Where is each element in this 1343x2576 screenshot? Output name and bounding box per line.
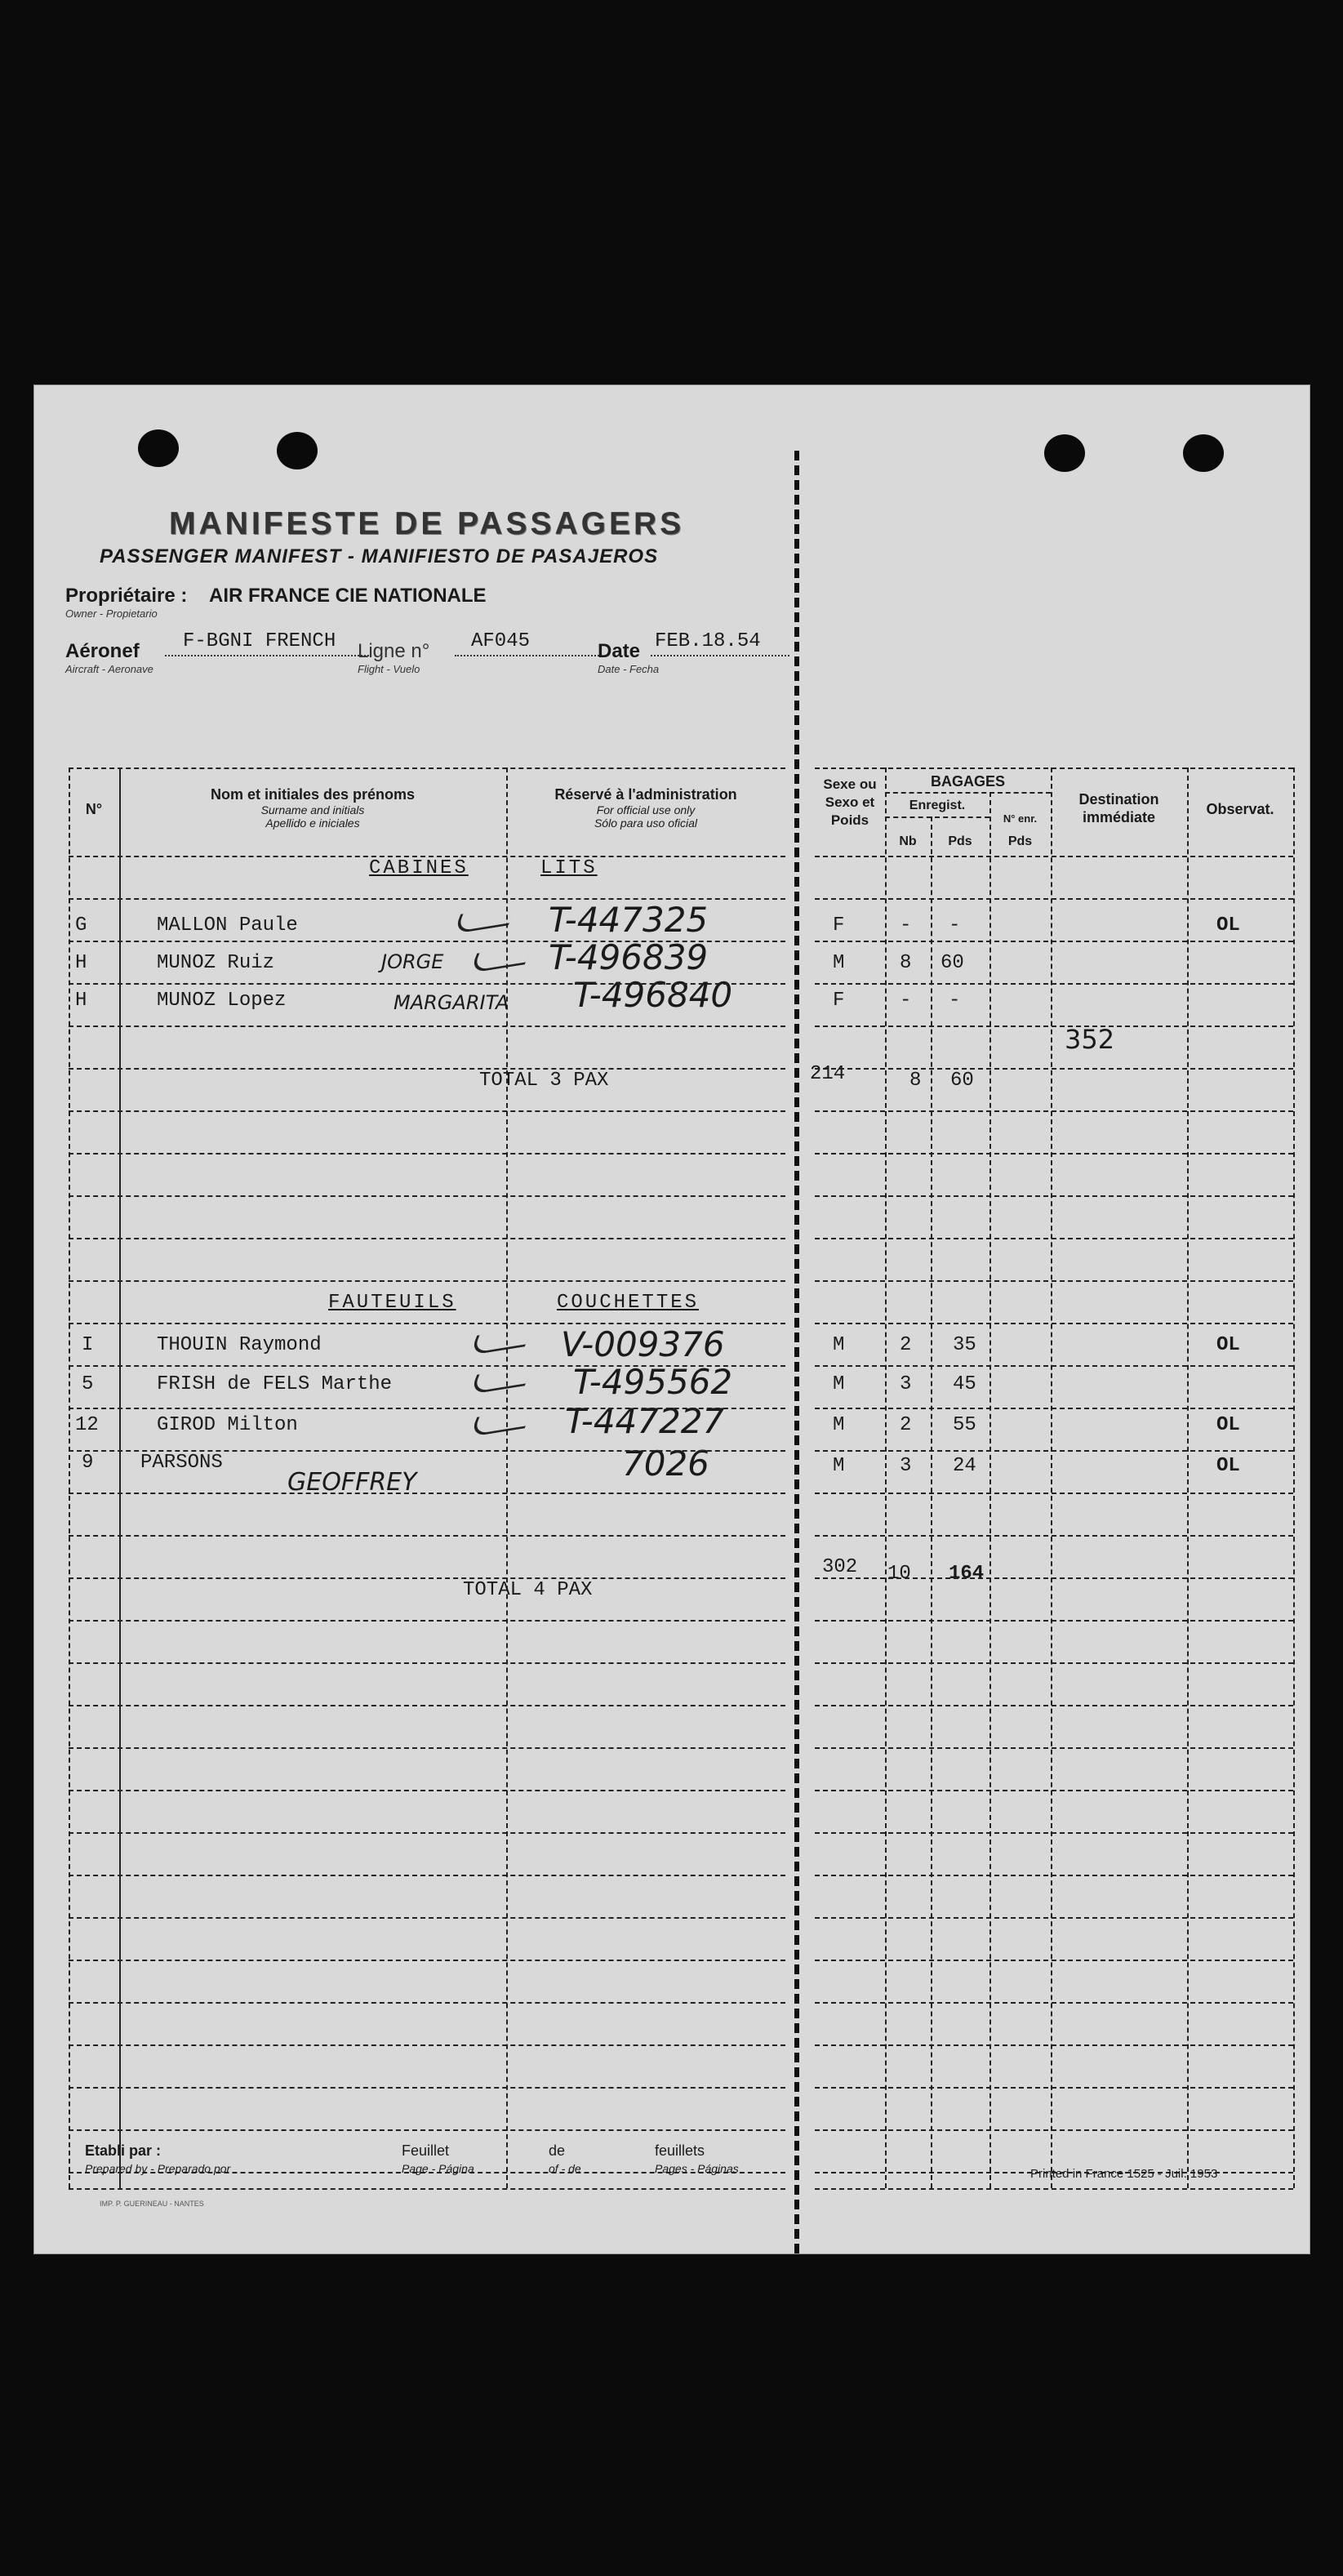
section-1-dest-note: 352 (1065, 1024, 1115, 1055)
owner-sub: Owner - Propietario (65, 607, 158, 620)
row-name: MALLON Paule (157, 914, 298, 937)
row-rule-left (69, 1110, 785, 1112)
row-ticket: T-496840 (573, 975, 733, 1015)
row-rule-right (815, 898, 1293, 900)
row-pds: 60 (941, 952, 964, 974)
row-rule-left (69, 1195, 785, 1197)
section-1-total-weight: 214 (810, 1063, 846, 1085)
row-ticket: T-496839 (549, 937, 709, 977)
row-name: GIROD Milton (157, 1414, 298, 1436)
col-pds: Pds (948, 834, 972, 848)
row-rule-left (69, 1323, 785, 1324)
row-rule-right (815, 1875, 1293, 1876)
row-pds: 55 (953, 1414, 976, 1436)
row-sex: F (833, 914, 845, 937)
row-rule-left (69, 1238, 785, 1239)
aircraft-value: F-BGNI FRENCH (183, 630, 336, 652)
col-bagages: BAGAGES (930, 773, 1005, 790)
col-name: Nom et initiales des prénoms Surname and initials Apellido e iniciales (210, 786, 416, 830)
row-nb: - (900, 914, 912, 937)
section-1-heading-left: CABINES (369, 857, 469, 879)
section-2-total-weight: 302 (822, 1556, 858, 1578)
row-name: MUNOZ Ruiz (157, 952, 275, 974)
section-2-heading-left: FAUTEUILS (328, 1292, 456, 1314)
section-2-total-nb: 10 (887, 1563, 911, 1585)
row-name: PARSONS (140, 1452, 223, 1474)
flight-label: Ligne n° (358, 640, 430, 662)
row-rule-left (69, 1875, 785, 1876)
row-observ: OL (1216, 1414, 1240, 1436)
row-rule-left (69, 1790, 785, 1791)
fold-line (794, 451, 799, 2253)
aircraft-label: Aéronef (65, 640, 140, 662)
row-rule-left (69, 941, 785, 942)
row-rule-left (69, 1068, 785, 1070)
col-admin: Réservé à l'administration For official use only Sólo para uso oficial (554, 786, 737, 830)
row-rule-left (69, 2044, 785, 2046)
row-rule-left (69, 1705, 785, 1706)
row-rule-right (815, 1026, 1293, 1027)
page-sub: Page - Página (402, 2162, 474, 2175)
row-rule-right (815, 1195, 1293, 1197)
row-name: MUNOZ Lopez (157, 990, 287, 1012)
row-observ: OL (1216, 1455, 1240, 1477)
col-pds2: Pds (1007, 834, 1033, 848)
row-rule-left (69, 1662, 785, 1664)
manifest-sheet (34, 385, 1310, 2253)
row-rule-left (69, 1365, 785, 1367)
row-rule-right (815, 1365, 1293, 1367)
punch-hole-3 (1044, 434, 1085, 472)
row-no: 5 (82, 1373, 94, 1395)
row-nb: 8 (900, 952, 912, 974)
row-pds: 24 (953, 1455, 976, 1477)
pages-label: feuillets (655, 2142, 705, 2159)
col-non-enr: N° enr. (1003, 812, 1038, 825)
row-rule-right (815, 1323, 1293, 1324)
of-label: de (549, 2142, 566, 2159)
col-nb: Nb (899, 834, 917, 848)
date-sub: Date - Fecha (598, 663, 660, 675)
section-1-total-nb: 8 (909, 1070, 922, 1092)
col-no: N° (85, 801, 103, 817)
row-no: H (75, 990, 87, 1012)
row-rule-right (815, 983, 1293, 985)
prepared-label: Etabli par : (85, 2142, 162, 2159)
row-rule-left (69, 898, 785, 900)
check-mark (469, 1408, 532, 1438)
row-ticket: T-447325 (549, 900, 709, 940)
row-rule-right (815, 1408, 1293, 1409)
col-sexe: Sexe ou Sexo et Poids (823, 776, 877, 828)
row-rule-right (815, 1535, 1293, 1537)
row-rule-left (69, 1577, 785, 1579)
row-rule-right (815, 1960, 1293, 1961)
col-enregist: Enregist. (909, 799, 966, 812)
row-rule-left (69, 983, 785, 985)
row-rule-left (69, 1747, 785, 1749)
row-rule-left (69, 1535, 785, 1537)
punch-hole-2 (277, 432, 318, 469)
row-ticket: 7026 (622, 1444, 709, 1484)
row-rule-right (815, 1577, 1293, 1579)
row-rule-left (69, 1493, 785, 1494)
row-rule-right (815, 1493, 1293, 1494)
row-rule-right (815, 1662, 1293, 1664)
row-sex: M (833, 952, 845, 974)
row-rule-right (815, 2129, 1293, 2131)
row-rule-right (815, 1790, 1293, 1791)
row-ticket: T-495562 (573, 1362, 733, 1402)
row-sex: M (833, 1414, 845, 1436)
row-observ: OL (1216, 914, 1240, 937)
owner-value: AIR FRANCE CIE NATIONALE (209, 585, 487, 607)
row-nb: 3 (900, 1373, 912, 1395)
date-label: Date (598, 640, 641, 662)
section-2-heading-right: COUCHETTES (557, 1292, 700, 1314)
row-sex: M (833, 1334, 845, 1356)
row-sex: F (833, 990, 845, 1012)
section-1-heading-right: LITS (540, 857, 598, 879)
pages-sub: Pages - Páginas (655, 2162, 739, 2175)
punch-hole-1 (138, 429, 179, 467)
section-1-total-label: TOTAL 3 PAX (479, 1070, 609, 1092)
row-pds: 45 (953, 1373, 976, 1395)
row-ticket: T-447227 (565, 1401, 725, 1441)
row-observ: OL (1216, 1334, 1240, 1356)
row-no: I (82, 1334, 94, 1356)
row-nb: 2 (900, 1414, 912, 1436)
row-rule-left (69, 2087, 785, 2089)
row-rule-left (69, 1153, 785, 1155)
row-rule-right (815, 1153, 1293, 1155)
row-ticket: V-009376 (561, 1324, 725, 1364)
row-no: G (75, 914, 87, 937)
row-nb: 2 (900, 1334, 912, 1356)
punch-hole-4 (1183, 434, 1224, 472)
printed-note: Printed in France 1525 - Juil. 1953 (1030, 2167, 1218, 2181)
row-nb: - (900, 990, 912, 1012)
row-rule-right (815, 2087, 1293, 2089)
title-fr: MANIFESTE DE PASSAGERS (169, 506, 685, 541)
row-rule-right (815, 2002, 1293, 2004)
of-sub: of - de (549, 2162, 581, 2175)
section-2-total-label: TOTAL 4 PAX (463, 1579, 593, 1601)
title-en-es: PASSENGER MANIFEST - MANIFIESTO DE PASAJEROS (100, 545, 659, 567)
row-nb: 3 (900, 1455, 912, 1477)
row-rule-left (69, 1280, 785, 1282)
check-mark (469, 945, 532, 974)
row-rule-right (815, 1068, 1293, 1070)
row-sex: M (833, 1373, 845, 1395)
page-label: Feuillet (402, 2142, 450, 2159)
check-mark (469, 1327, 532, 1356)
row-name: FRISH de FELS Marthe (157, 1373, 393, 1395)
flight-value: AF045 (471, 630, 531, 652)
row-hand-name: MARGARITA (394, 991, 509, 1014)
row-rule-left (69, 1450, 785, 1452)
row-rule-left (69, 2002, 785, 2004)
row-no: 12 (75, 1414, 99, 1436)
row-sex: M (833, 1455, 845, 1477)
row-rule-right (815, 1110, 1293, 1112)
row-rule-right (815, 941, 1293, 942)
row-hand-name: JORGE (381, 950, 444, 973)
row-no: H (75, 952, 87, 974)
row-rule-right (815, 1280, 1293, 1282)
row-name: THOUIN Raymond (157, 1334, 322, 1356)
row-rule-right (815, 1620, 1293, 1622)
row-rule-left (69, 1026, 785, 1027)
row-rule-left (69, 1832, 785, 1834)
row-rule-left (69, 1917, 785, 1919)
section-2-total-pds: 164 (949, 1563, 985, 1585)
date-value: FEB.18.54 (655, 630, 761, 652)
col-destination: Destination immédiate (1078, 791, 1159, 825)
row-rule-left (69, 2172, 785, 2173)
row-rule-right (815, 2044, 1293, 2046)
row-pds: - (949, 990, 961, 1012)
row-rule-left (69, 1408, 785, 1409)
check-mark (469, 1366, 532, 1395)
row-pds: - (949, 914, 961, 937)
row-rule-right (815, 1238, 1293, 1239)
row-rule-left (69, 2129, 785, 2131)
col-observ: Observat. (1206, 801, 1274, 817)
row-rule-right (815, 1705, 1293, 1706)
row-rule-left (69, 1620, 785, 1622)
row-rule-right (815, 1832, 1293, 1834)
row-rule-right (815, 1747, 1293, 1749)
row-rule-right (815, 1917, 1293, 1919)
imprint: IMP. P. GUERINEAU - NANTES (100, 2200, 204, 2208)
row-hand-name: GEOFFREY (287, 1468, 417, 1497)
flight-sub: Flight - Vuelo (358, 663, 420, 675)
prepared-sub: Prepared by - Preparado por (85, 2162, 231, 2175)
row-pds: 35 (953, 1334, 976, 1356)
row-no: 9 (82, 1452, 94, 1474)
owner-label: Propriétaire : (65, 585, 188, 607)
row-rule-left (69, 1960, 785, 1961)
row-rule-right (815, 1450, 1293, 1452)
row-rule-right (815, 2172, 1293, 2173)
aircraft-sub: Aircraft - Aeronave (65, 663, 153, 675)
section-1-total-pds: 60 (950, 1070, 974, 1092)
